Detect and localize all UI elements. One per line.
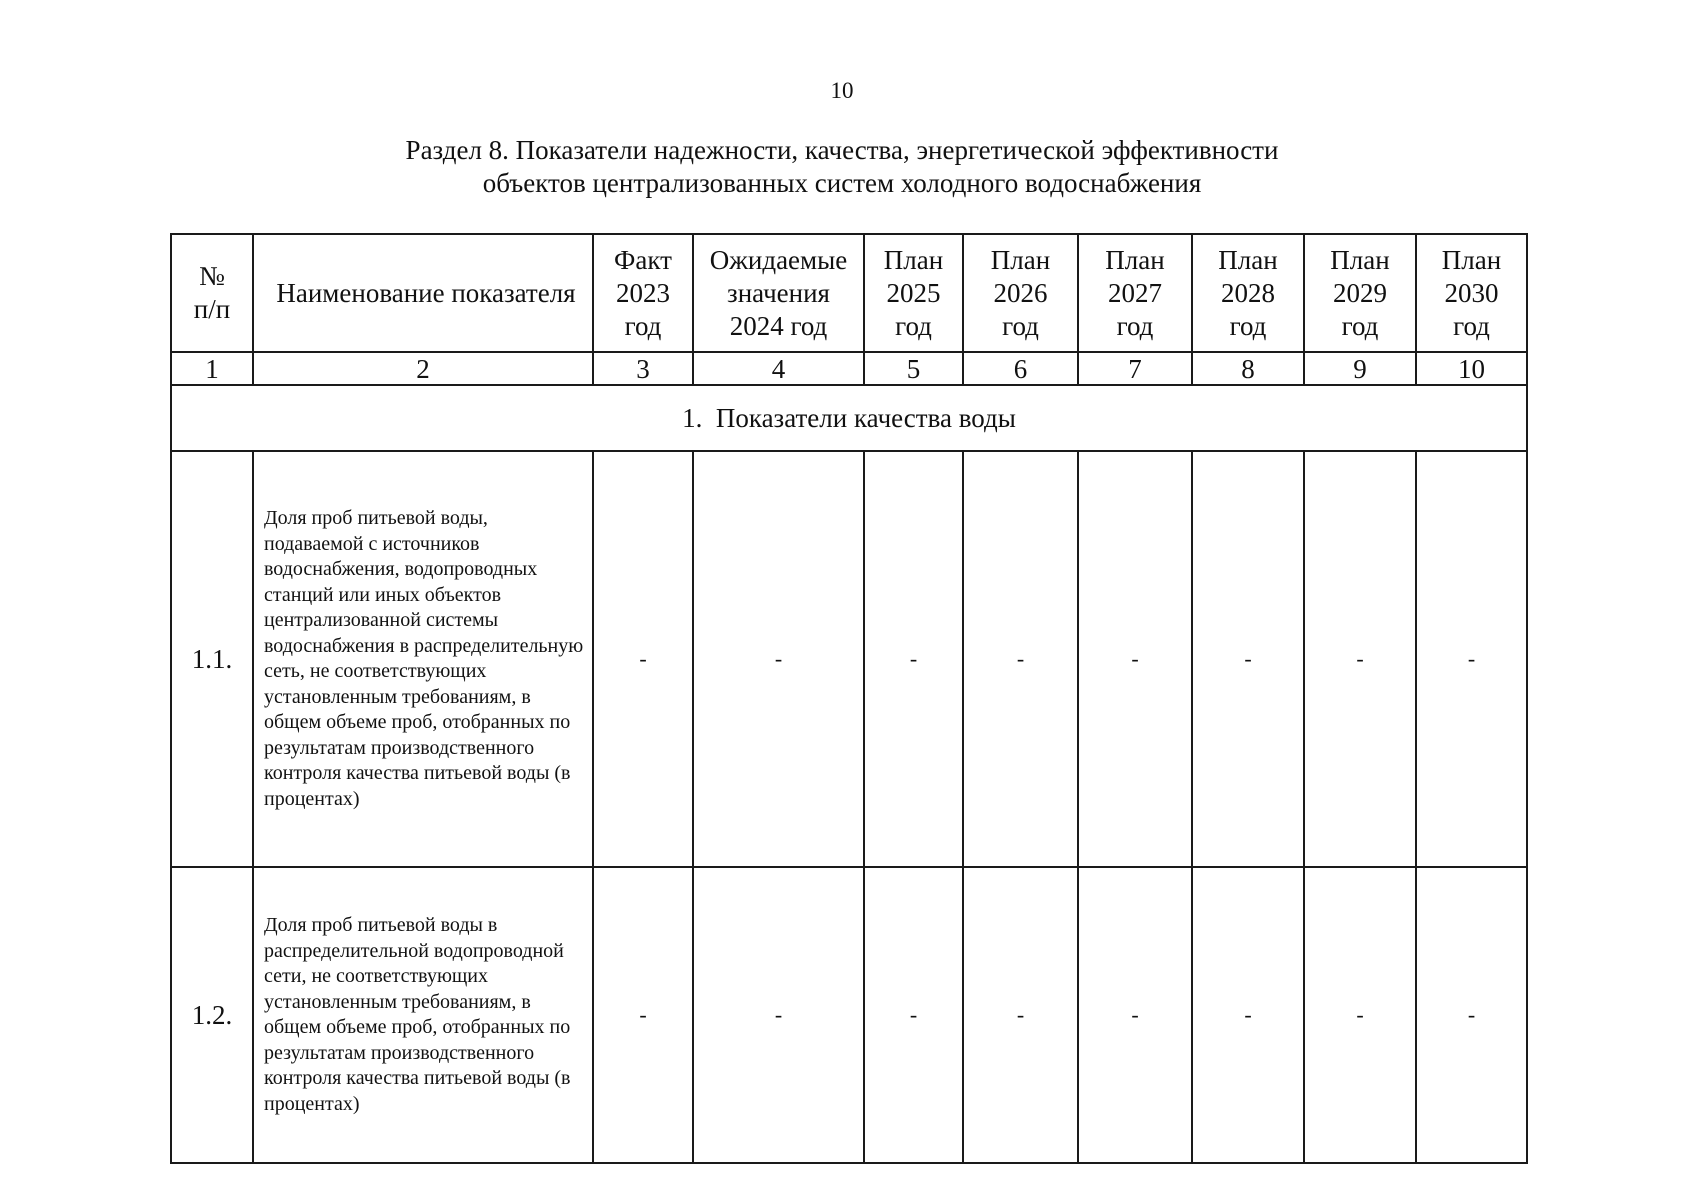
- column-number: 1: [171, 352, 253, 385]
- column-number: 5: [864, 352, 963, 385]
- value-plan-2028: -: [1192, 451, 1304, 867]
- value-plan-2028: -: [1192, 867, 1304, 1163]
- header-plan-2026: План 2026 год: [963, 234, 1078, 352]
- column-number: 6: [963, 352, 1078, 385]
- indicator-name: Доля проб питьевой воды, подаваемой с источников водоснабжения, водопроводных станций или иных объектов централизованной системы водоснабжения в распределительную сеть, не соответствующих установленным требованиям, в общем объеме проб, отобранных по результатам производственного контроля качества питьевой воды (в процентах): [253, 451, 593, 867]
- table-header-row: [171, 234, 1527, 352]
- column-number: 3: [593, 352, 693, 385]
- table-row: [171, 451, 1527, 867]
- section-title-line-2: объектов централизованных систем холодного водоснабжения: [482, 168, 1202, 198]
- row-number: 1.1.: [171, 451, 253, 867]
- group-title: 1. Показатели качества воды: [171, 385, 1527, 451]
- value-plan-2025: -: [864, 451, 963, 867]
- header-plan-2029: План 2029 год: [1304, 234, 1416, 352]
- value-plan-2030: -: [1416, 451, 1527, 867]
- section-title-line-1: Раздел 8. Показатели надежности, качества, энергетической эффективности: [405, 135, 1279, 165]
- header-plan-2028: План 2028 год: [1192, 234, 1304, 352]
- column-number: 2: [253, 352, 593, 385]
- header-plan-2027: План 2027 год: [1078, 234, 1192, 352]
- column-number: 7: [1078, 352, 1192, 385]
- column-number: 8: [1192, 352, 1304, 385]
- value-plan-2026: -: [963, 451, 1078, 867]
- value-plan-2026: -: [963, 867, 1078, 1163]
- column-number: 10: [1416, 352, 1527, 385]
- header-plan-2030: План 2030 год: [1416, 234, 1527, 352]
- column-number: 9: [1304, 352, 1416, 385]
- value-fact-2023: -: [593, 867, 693, 1163]
- header-fact-2023: Факт 2023 год: [593, 234, 693, 352]
- value-plan-2029: -: [1304, 451, 1416, 867]
- value-expected-2024: -: [693, 451, 864, 867]
- value-plan-2030: -: [1416, 867, 1527, 1163]
- value-plan-2027: -: [1078, 451, 1192, 867]
- value-plan-2029: -: [1304, 867, 1416, 1163]
- header-num: № п/п: [171, 234, 253, 352]
- column-number-row: [171, 352, 1527, 385]
- row-number: 1.2.: [171, 867, 253, 1163]
- section-title: [0, 134, 1684, 200]
- indicator-name: Доля проб питьевой воды в распределительной водопроводной сети, не соответствующих установленным требованиям, в общем объеме проб, отобранных по результатам производственного контроля качества питьевой воды (в процентах): [253, 867, 593, 1163]
- table-row: [171, 867, 1527, 1163]
- page-number: 10: [830, 78, 854, 103]
- value-expected-2024: -: [693, 867, 864, 1163]
- value-plan-2027: -: [1078, 867, 1192, 1163]
- value-plan-2025: -: [864, 867, 963, 1163]
- group-row: [171, 385, 1527, 451]
- header-expected-2024: Ожидаемые значения 2024 год: [693, 234, 864, 352]
- indicators-table: [170, 233, 1528, 1164]
- column-number: 4: [693, 352, 864, 385]
- header-name: Наименование показателя: [253, 234, 593, 352]
- value-fact-2023: -: [593, 451, 693, 867]
- header-plan-2025: План 2025 год: [864, 234, 963, 352]
